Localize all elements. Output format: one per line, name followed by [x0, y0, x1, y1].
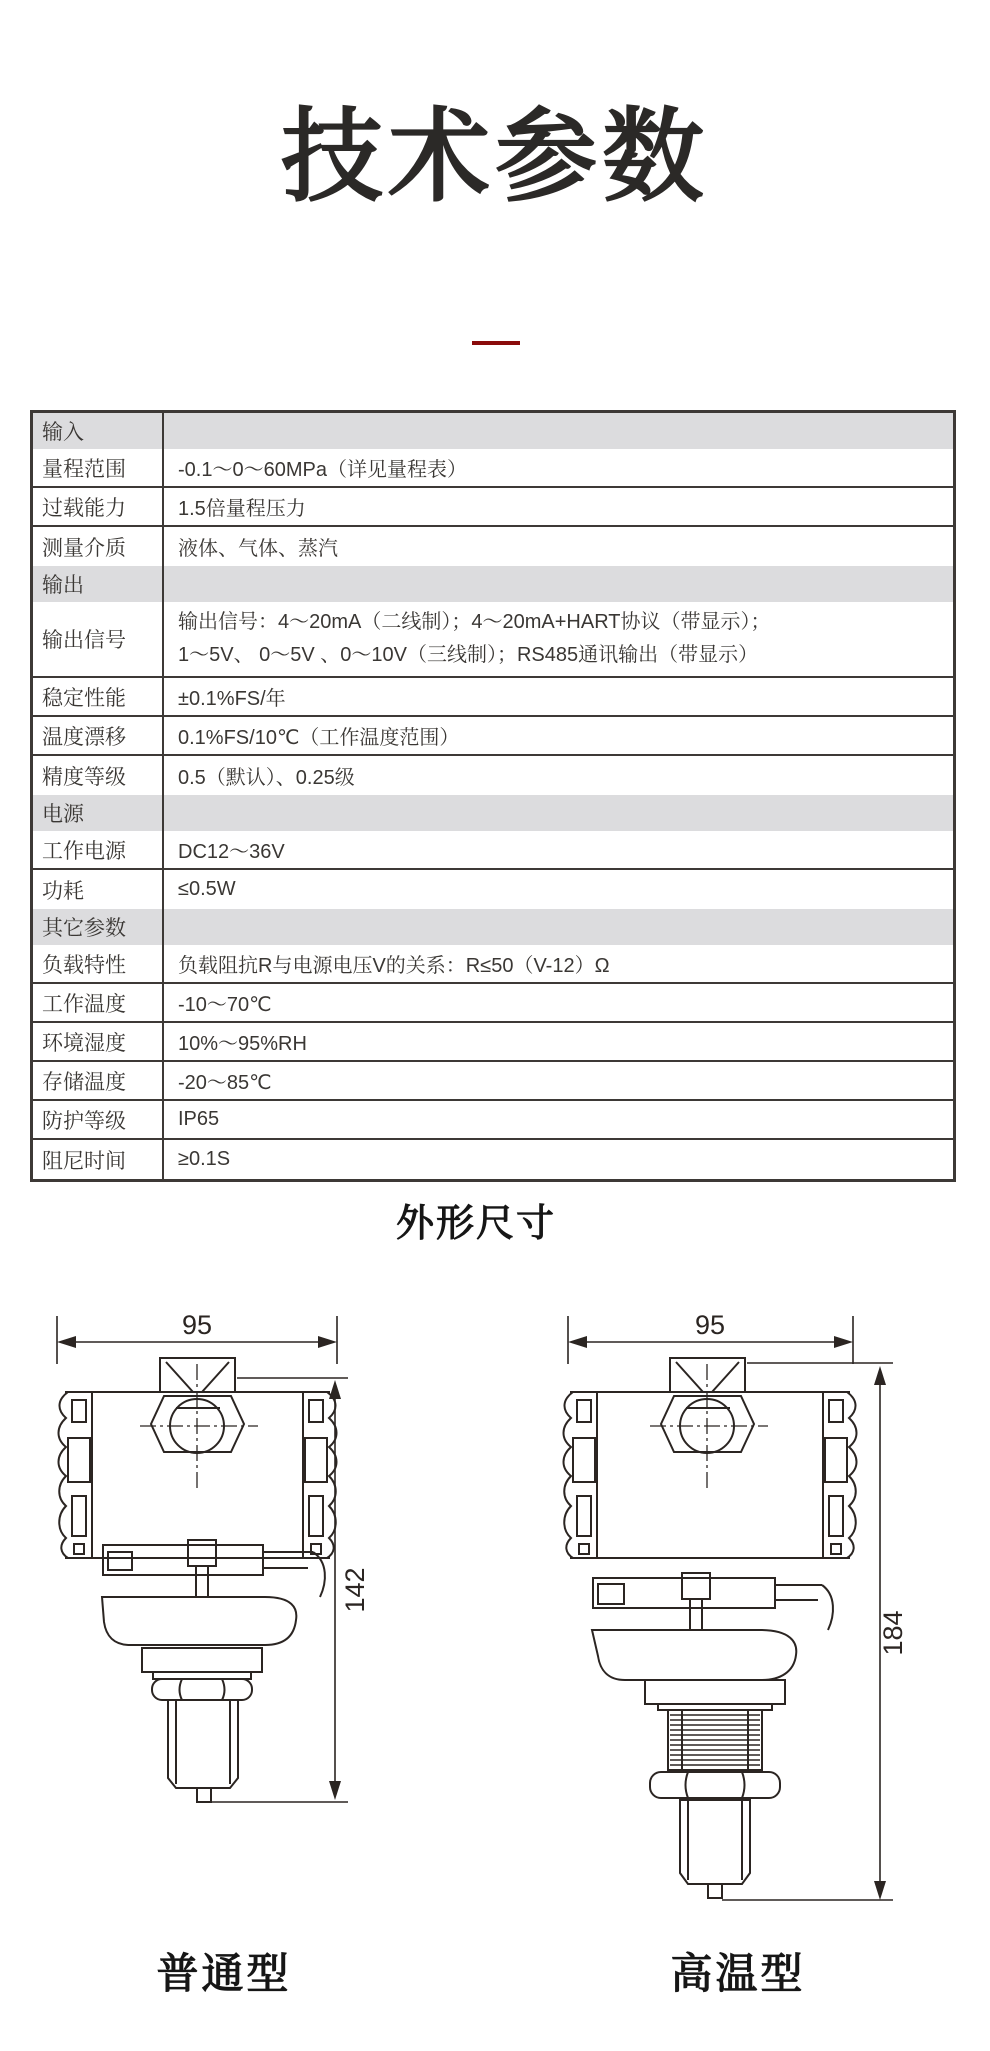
- row-value-line: 1～5V、 0～5V 、0～10V（三线制）；RS485通讯输出（带显示）: [178, 644, 759, 666]
- conduit-cap: [650, 1358, 768, 1490]
- width-dim-text: 95: [181, 1310, 213, 1340]
- row-value: 0.1%FS/10℃（工作温度范围）: [178, 727, 460, 749]
- row-label: 精度等级: [33, 756, 164, 795]
- row-label: 温度漂移: [33, 717, 164, 754]
- row-label: 过载能力: [33, 488, 164, 525]
- row-value: DC12～36V: [178, 841, 285, 863]
- process-connection: [592, 1573, 833, 1898]
- drawing-normal-type-svg: [30, 1300, 390, 1815]
- table-row: [33, 831, 953, 870]
- dimension-height-184: [722, 1363, 893, 1900]
- row-label: 工作电源: [33, 831, 164, 868]
- row-label: 测量介质: [33, 527, 164, 566]
- row-label: 功耗: [33, 870, 164, 909]
- row-value: 10%～95%RH: [178, 1033, 307, 1055]
- row-label: 稳定性能: [33, 678, 164, 715]
- row-value: 负载阻抗R与电源电压V的关系：R≤50（V-12）Ω: [178, 955, 610, 977]
- table-row: [33, 1140, 953, 1179]
- table-row: [33, 945, 953, 984]
- drawing-normal-type: [30, 1300, 390, 1815]
- row-label: 阻尼时间: [33, 1140, 164, 1179]
- row-label: 负载特性: [33, 945, 164, 982]
- row-label: 输出: [33, 566, 164, 602]
- row-value: ±0.1%FS/年: [178, 688, 286, 710]
- row-value: [164, 602, 953, 676]
- row-label: 工作温度: [33, 984, 164, 1021]
- table-section-row: [33, 566, 953, 602]
- row-value: ≤0.5W: [178, 878, 236, 900]
- row-value: 液体、气体、蒸汽: [178, 538, 338, 560]
- row-label: 环境湿度: [33, 1023, 164, 1060]
- table-row: [33, 602, 953, 678]
- process-connection: [102, 1540, 325, 1802]
- row-label: 存储温度: [33, 1062, 164, 1099]
- table-row: [33, 488, 953, 527]
- drawing-high-temp-type: [430, 1300, 910, 1920]
- dimensions-heading: 外形尺寸: [395, 1203, 556, 1245]
- housing-outline: [564, 1392, 857, 1558]
- table-row: [33, 449, 953, 488]
- row-value: -0.1～0～60MPa（详见量程表）: [178, 459, 467, 481]
- type-label-high-temp: 高温型: [670, 1950, 806, 1997]
- row-value: -20～85℃: [178, 1072, 272, 1094]
- table-row: [33, 527, 953, 566]
- row-label: 其它参数: [33, 909, 164, 945]
- row-value: IP65: [178, 1108, 220, 1130]
- height-dim-text: 142: [340, 1567, 370, 1613]
- row-label: 防护等级: [33, 1101, 164, 1138]
- width-dim-text: 95: [694, 1310, 726, 1340]
- table-row: [33, 984, 953, 1023]
- row-label: 输出信号: [33, 602, 164, 676]
- table-row: [33, 678, 953, 717]
- table-row: [33, 870, 953, 909]
- table-section-row: [33, 909, 953, 945]
- page-title: 技术参数: [281, 100, 709, 214]
- table-row: [33, 1023, 953, 1062]
- table-row: [33, 1101, 953, 1140]
- height-dim-text: 184: [878, 1610, 908, 1656]
- row-value: 0.5（默认）、0.25级: [178, 767, 355, 789]
- row-value: -10～70℃: [178, 994, 272, 1016]
- row-label: 输入: [33, 413, 164, 449]
- table-section-row: [33, 413, 953, 449]
- table-row: [33, 717, 953, 756]
- table-section-row: [33, 795, 953, 831]
- type-label-normal: 普通型: [156, 1950, 292, 1997]
- row-value-line: 输出信号：4～20mA（二线制）；4～20mA+HART协议（带显示）；: [178, 611, 771, 633]
- row-label: 电源: [33, 795, 164, 831]
- table-row: [33, 756, 953, 795]
- drawing-high-temp-type-svg: [430, 1300, 910, 1920]
- row-value: 1.5倍量程压力: [178, 498, 306, 520]
- row-value: [164, 909, 953, 945]
- spec-table: [30, 410, 956, 1182]
- row-value: [164, 795, 953, 831]
- accent-dash: [472, 341, 520, 345]
- row-value: [164, 413, 953, 449]
- row-label: 量程范围: [33, 449, 164, 486]
- row-value: [164, 566, 953, 602]
- table-row: [33, 1062, 953, 1101]
- row-value: ≥0.1S: [178, 1148, 231, 1170]
